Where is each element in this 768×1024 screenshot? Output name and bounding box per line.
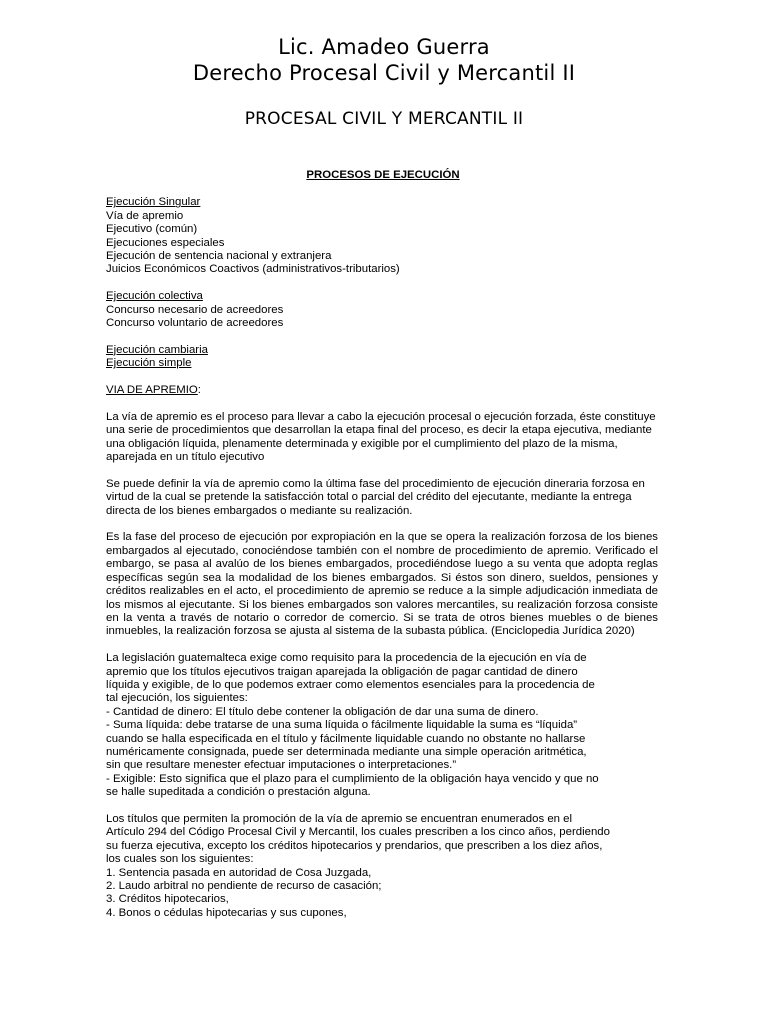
via-apremio-heading-colon: : [197, 384, 201, 397]
section-title: PROCESOS DE EJECUCIÓN [306, 169, 460, 181]
paragraph-text: La vía de apremio es el proceso para llevar a cabo la ejecución procesal o ejecución forzada, éste constituye una serie de procedimientos que desarrollan la etapa final del proceso, es decir la etapa ejecutiva, mediante una obligación líquida, plenamente determinada y exigible por el cumplimiento del plazo de la misma, aparejada en un título ejecutivo [106, 410, 656, 464]
paragraph-line: Artículo 294 del Código Procesal Civil y Mercantil, los cuales prescriben a los cinco años, perdiendo [106, 826, 610, 839]
paragraph-line: se halle supeditada a condición o prestación alguna. [106, 786, 371, 799]
via-apremio-heading-text: VIA DE APREMIO [106, 384, 198, 397]
document-title: PROCESAL CIVIL Y MERCANTIL II [244, 109, 524, 129]
outline-heading-singular: Ejecución Singular [106, 196, 201, 209]
outline-heading-colectiva: Ejecución colectiva [106, 290, 203, 303]
course-name: Derecho Procesal Civil y Mercantil II [192, 61, 576, 85]
outline-singular [106, 196, 658, 276]
outline-item: Ejecución de sentencia nacional y extranjera [106, 250, 332, 263]
paragraph-4 [106, 652, 658, 799]
numbered-item: 4. Bonos o cédulas hipotecarias y sus cupones, [106, 906, 347, 919]
outline-item: Concurso necesario de acreedores [106, 303, 284, 316]
paragraph-line: Los títulos que permiten la promoción de la vía de apremio se encuentran enumerados en el [106, 812, 573, 825]
paragraph-line: numéricamente consignada, puede ser determinada mediante una simple operación aritmética, [106, 745, 587, 758]
outline-cambiaria-simple [106, 344, 658, 371]
paragraph-5 [106, 813, 658, 920]
outline-item: Ejecuciones especiales [106, 236, 225, 249]
paragraph-2 [106, 478, 658, 518]
numbered-item: 3. Créditos hipotecarios, [106, 893, 229, 906]
paragraph-line: tal ejecución, los siguientes: [106, 692, 248, 705]
via-apremio-heading [106, 384, 658, 397]
document-header [0, 34, 768, 86]
list-item: - Exigible: Esto significa que el plazo para el cumplimiento de la obligación haya vencido y que no [106, 772, 599, 785]
list-item: - Cantidad de dinero: El título debe contener la obligación de dar una suma de dinero. [106, 705, 539, 718]
paragraph-line: su fuerza ejecutiva, excepto los créditos hipotecarios y prendarios, que prescriben a los diez años, [106, 839, 603, 852]
document-body [106, 169, 658, 934]
outline-heading-simple: Ejecución simple [106, 357, 192, 370]
paragraph-line: los cuales son los siguientes: [106, 853, 254, 866]
numbered-item: 1. Sentencia pasada en autoridad de Cosa Juzgada, [106, 866, 372, 879]
paragraph-3 [106, 531, 658, 638]
outline-item: Concurso voluntario de acreedores [106, 317, 284, 330]
outline-item: Ejecutivo (común) [106, 223, 198, 236]
outline-colectiva [106, 290, 658, 330]
author-name: Lic. Amadeo Guerra [278, 35, 490, 59]
outline-item: Juicios Económicos Coactivos (administrativos-tributarios) [106, 263, 400, 276]
paragraph-line: sin que resultare menester efectuar imputaciones o interpretaciones.” [106, 759, 457, 772]
paragraph-text: Es la fase del proceso de ejecución por expropiación en la que se opera la realización forzosa de los bienes embargados al ejecutado, conociéndose también con el nombre de procedimiento de apremio. Verificado el embargo, se pasa al avalúo de los bienes embargados, procediéndose luego a su venta que adopta reglas específicas según sea la modalidad de los bienes embargados. Si éstos son dinero, sueldos, pensiones y créditos realizables en el acto, el procedimiento de apremio se reduce a la simple adjudicación inmediata de los mismos al ejecutante. Si los bienes embargados son valores mercantiles, su realización forzosa consiste en la venta a través de notario o corredor de comercio. Si se trata de otros bienes muebles o de bienes inmuebles, la realización forzosa se ajusta al sistema de la subasta pública. (Enciclopedia Jurídica 2020) [106, 531, 658, 638]
paragraph-line: apremio que los títulos ejecutivos traigan aparejada la obligación de pagar cantidad de dinero [106, 665, 578, 678]
paragraph-line: líquida y exigible, de lo que podemos extraer como elementos esenciales para la procedencia de [106, 678, 595, 691]
outline-item: Vía de apremio [106, 209, 184, 222]
outline-heading-cambiaria: Ejecución cambiaria [106, 343, 208, 356]
paragraph-line: cuando se halla especificada en el título y fácilmente liquidable cuando no obstante no hallarse [106, 732, 586, 745]
list-item: - Suma líquida: debe tratarse de una suma líquida o fácilmente liquidable la suma es “líquida” [106, 719, 578, 732]
paragraph-1 [106, 411, 658, 465]
paragraph-text: Se puede definir la vía de apremio como la última fase del procedimiento de ejecución dineraria forzosa en virtud de la cual se pretende la satisfacción total o parcial del crédito del ejecutante, mediante la entrega directa de los bienes embargados o mediante su realización. [106, 477, 645, 517]
paragraph-line: La legislación guatemalteca exige como requisito para la procedencia de la ejecución en vía de [106, 652, 587, 665]
numbered-item: 2. Laudo arbitral no pendiente de recurso de casación; [106, 880, 382, 892]
